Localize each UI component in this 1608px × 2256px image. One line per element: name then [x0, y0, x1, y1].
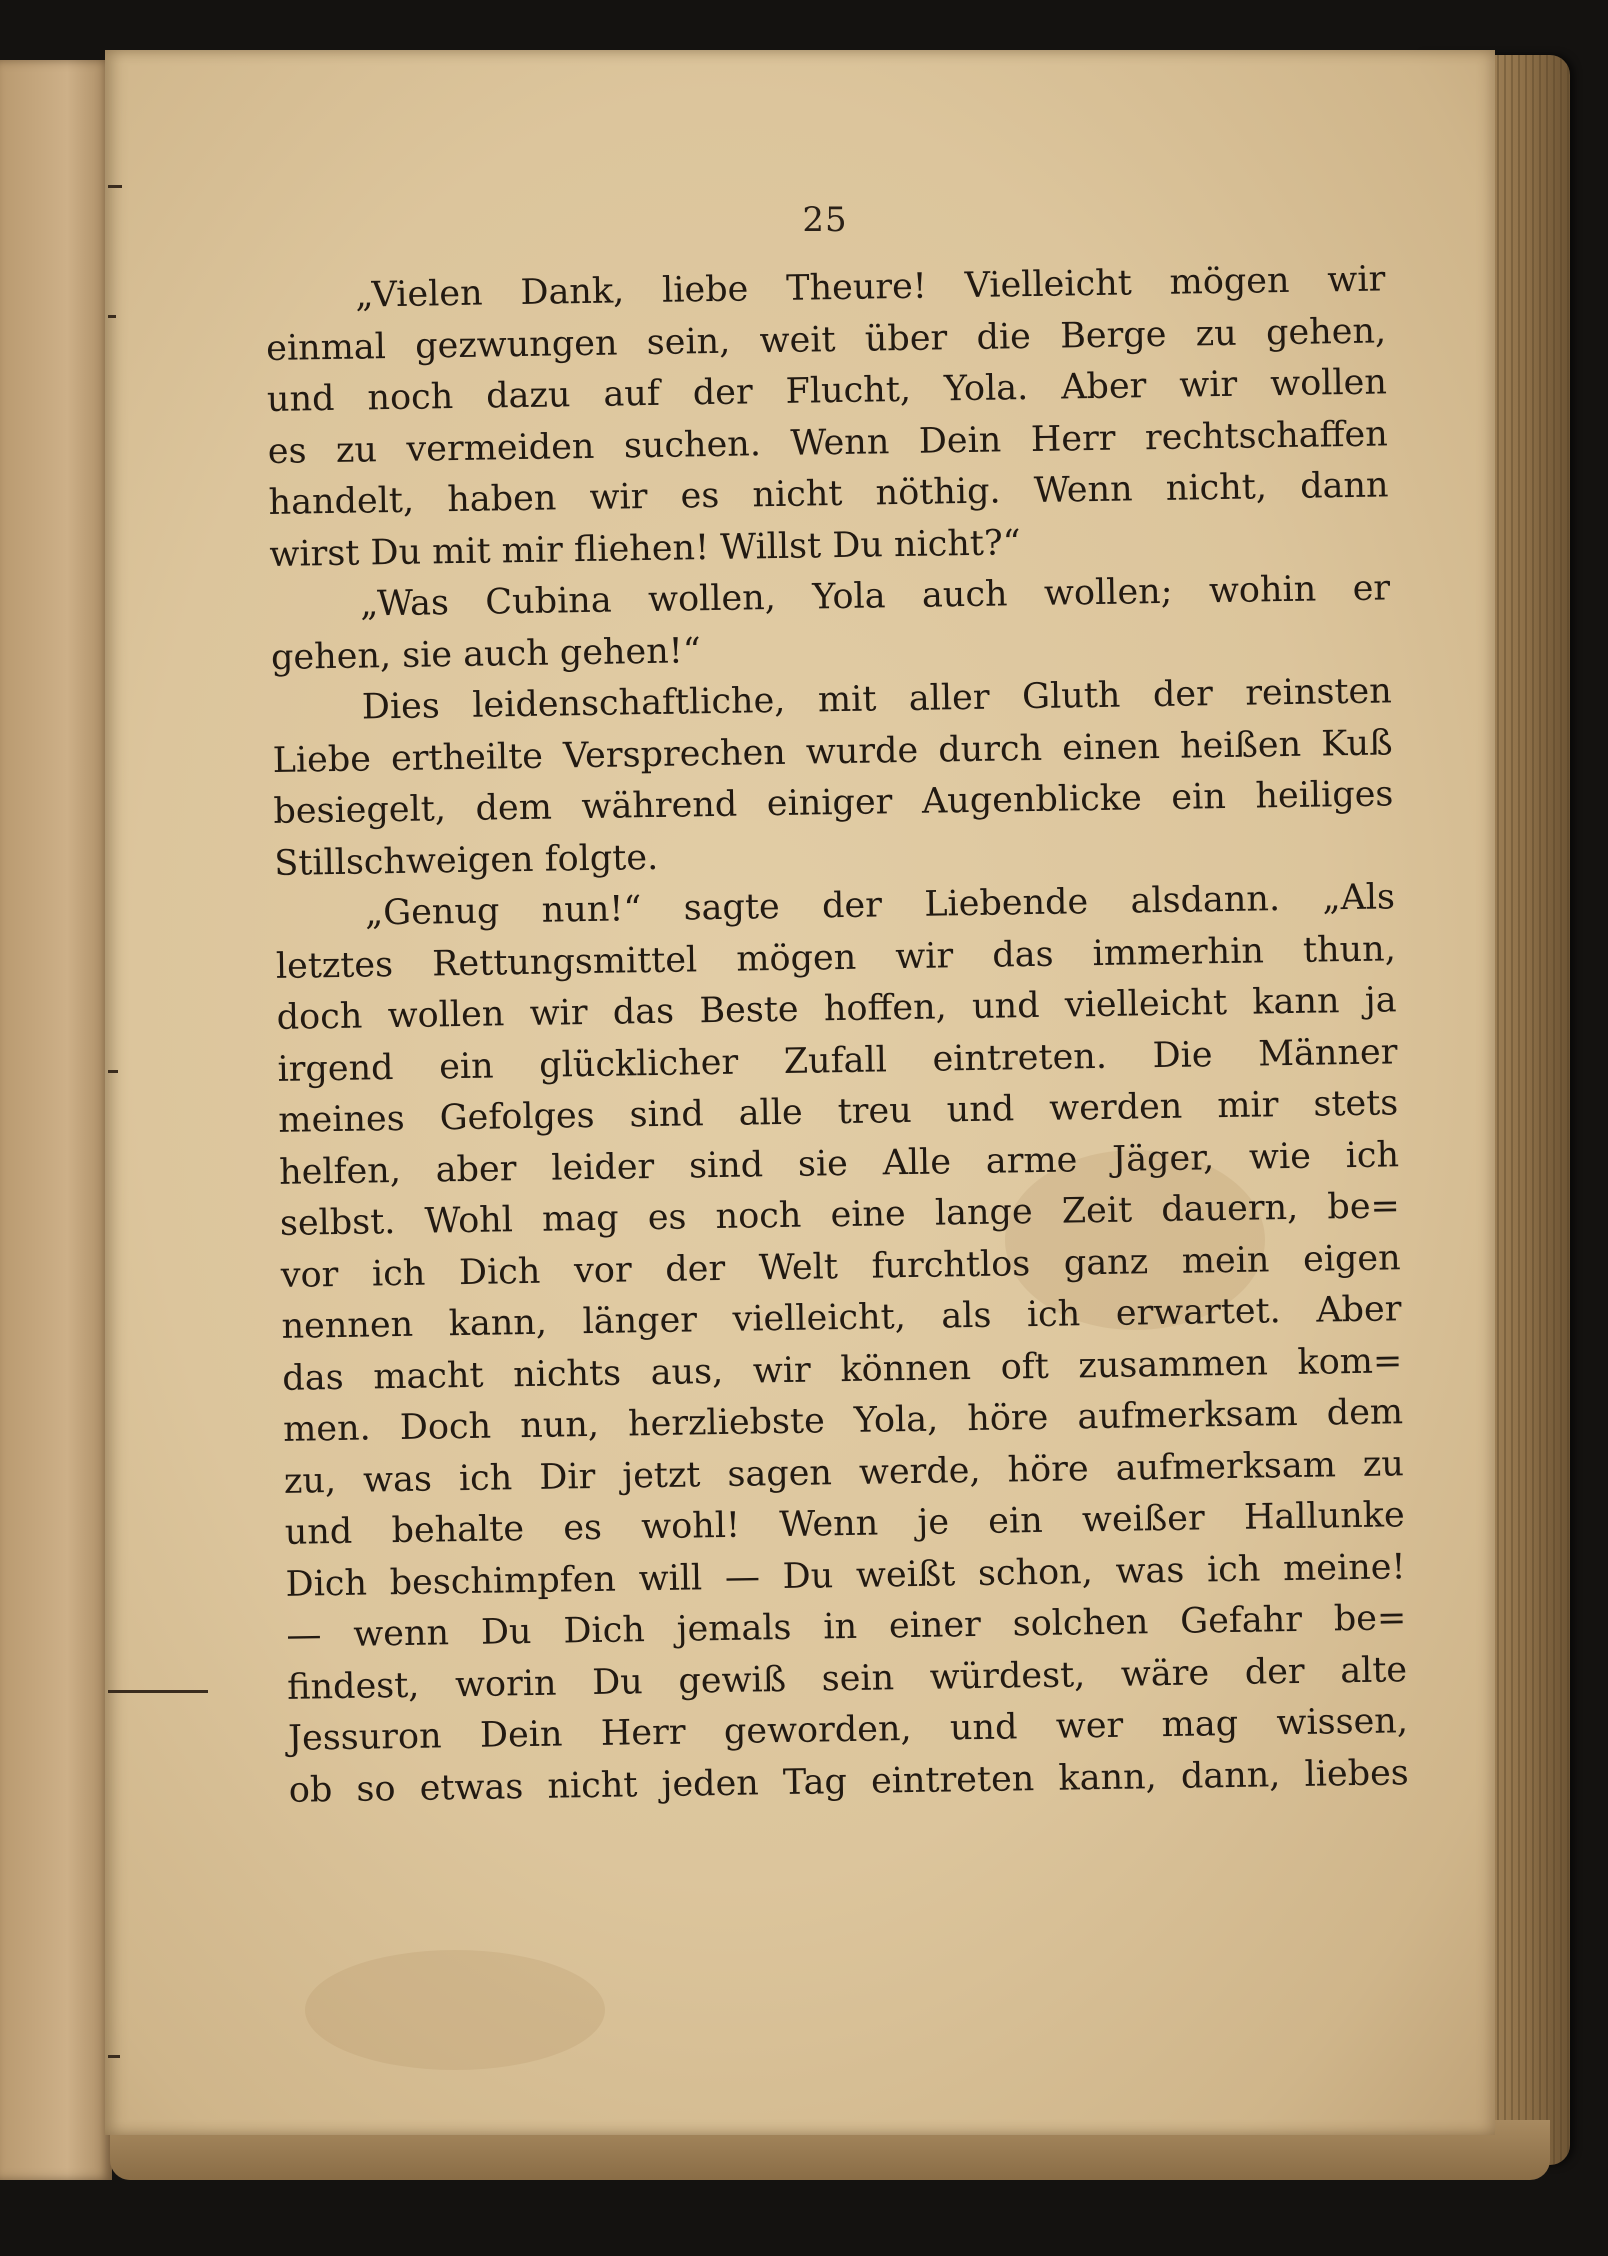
- text-line: „Vielen Dank, liebe Theure! Vielleicht mögen wir: [355, 259, 1386, 316]
- text-line: irgend ein glücklicher Zufall eintreten. Die Männer: [277, 1031, 1398, 1090]
- text-line: men. Doch nun, herzliebste Yola, höre aufmerksam dem: [282, 1392, 1404, 1450]
- paragraph: [275, 872, 1409, 1816]
- text-line: ob so etwas nicht jeden Tag eintreten kann, dann, liebes: [288, 1752, 1410, 1811]
- text-line: — wenn Du Dich jemals in einer solchen Gefahr be=: [286, 1598, 1407, 1656]
- text-line: findest, worin Du gewiß sein würdest, wäre der alte: [286, 1649, 1408, 1708]
- text-line: letztes Rettungsmittel mögen wir das immerhin thun,: [275, 928, 1397, 987]
- page-number: 25: [802, 200, 848, 240]
- binding-stitch-mark: [108, 2055, 120, 2058]
- text-line: Dies leidenschaftliche, mit aller Gluth der reinsten: [361, 671, 1393, 728]
- text-line: einmal gezwungen sein, weit über die Berge zu gehen,: [265, 310, 1387, 369]
- text-line: gehen, sie auch gehen!“: [270, 630, 702, 678]
- text-line: „Was Cubina wollen, Yola auch wollen; wohin er: [359, 568, 1391, 625]
- text-line: vor ich Dich vor der Welt furchtlos ganz mein eigen: [280, 1237, 1401, 1296]
- text-line: meines Gefolges sind alle treu und werden mir stets: [278, 1083, 1399, 1141]
- binding-stitch-mark: [108, 1070, 118, 1073]
- text-line: besiegelt, dem während einiger Augenblicke ein heiliges: [273, 774, 1394, 832]
- binding-gutter: [105, 50, 125, 2135]
- text-line: wirst Du mit mir fliehen! Willst Du nicht?“: [269, 522, 1021, 575]
- text-line: helfen, aber leider sind sie Alle arme Jäger, wie ich: [278, 1134, 1400, 1193]
- text-line: Dich beschimpfen will — Du weißt schon, was ich meine!: [285, 1546, 1406, 1605]
- text-line: „Genug nun!“ sagte der Liebende alsdann. „Als: [364, 877, 1396, 934]
- facing-page-edge: [0, 60, 112, 2180]
- text-line: doch wollen wir das Beste hoffen, und vielleicht kann ja: [276, 980, 1397, 1038]
- binding-stitch-mark: [108, 1690, 208, 1693]
- text-line: handelt, haben wir es nicht nöthig. Wenn nicht, dann: [268, 465, 1389, 523]
- text-line: selbst. Wohl mag es noch eine lange Zeit dauern, be=: [279, 1186, 1401, 1244]
- text-line: Jessuron Dein Herr geworden, und wer mag wissen,: [287, 1701, 1409, 1759]
- text-line: Stillschweigen folgte.: [273, 837, 659, 884]
- paper-stain: [305, 1950, 605, 2070]
- text-line: und behalte es wohl! Wenn je ein weißer Hallunke: [284, 1495, 1405, 1553]
- binding-stitch-mark: [108, 185, 122, 188]
- text-line: es zu vermeiden suchen. Wenn Dein Herr rechtschaffen: [267, 413, 1388, 472]
- paragraph: [270, 563, 1391, 684]
- text-line: Liebe ertheilte Versprechen wurde durch einen heißen Kuß: [272, 722, 1393, 781]
- text-line: nennen kann, länger vielleicht, als ich erwartet. Aber: [281, 1289, 1402, 1347]
- text-line: und noch dazu auf der Flucht, Yola. Aber wir wollen: [266, 362, 1388, 420]
- binding-stitch-mark: [108, 315, 116, 318]
- paragraph: [271, 666, 1394, 890]
- text-line: das macht nichts aus, wir können oft zusammen kom=: [282, 1340, 1403, 1399]
- text-line: zu, was ich Dir jetzt sagen werde, höre aufmerksam zu: [283, 1443, 1405, 1502]
- page-body-text: [265, 254, 1409, 1816]
- paragraph: [265, 254, 1390, 581]
